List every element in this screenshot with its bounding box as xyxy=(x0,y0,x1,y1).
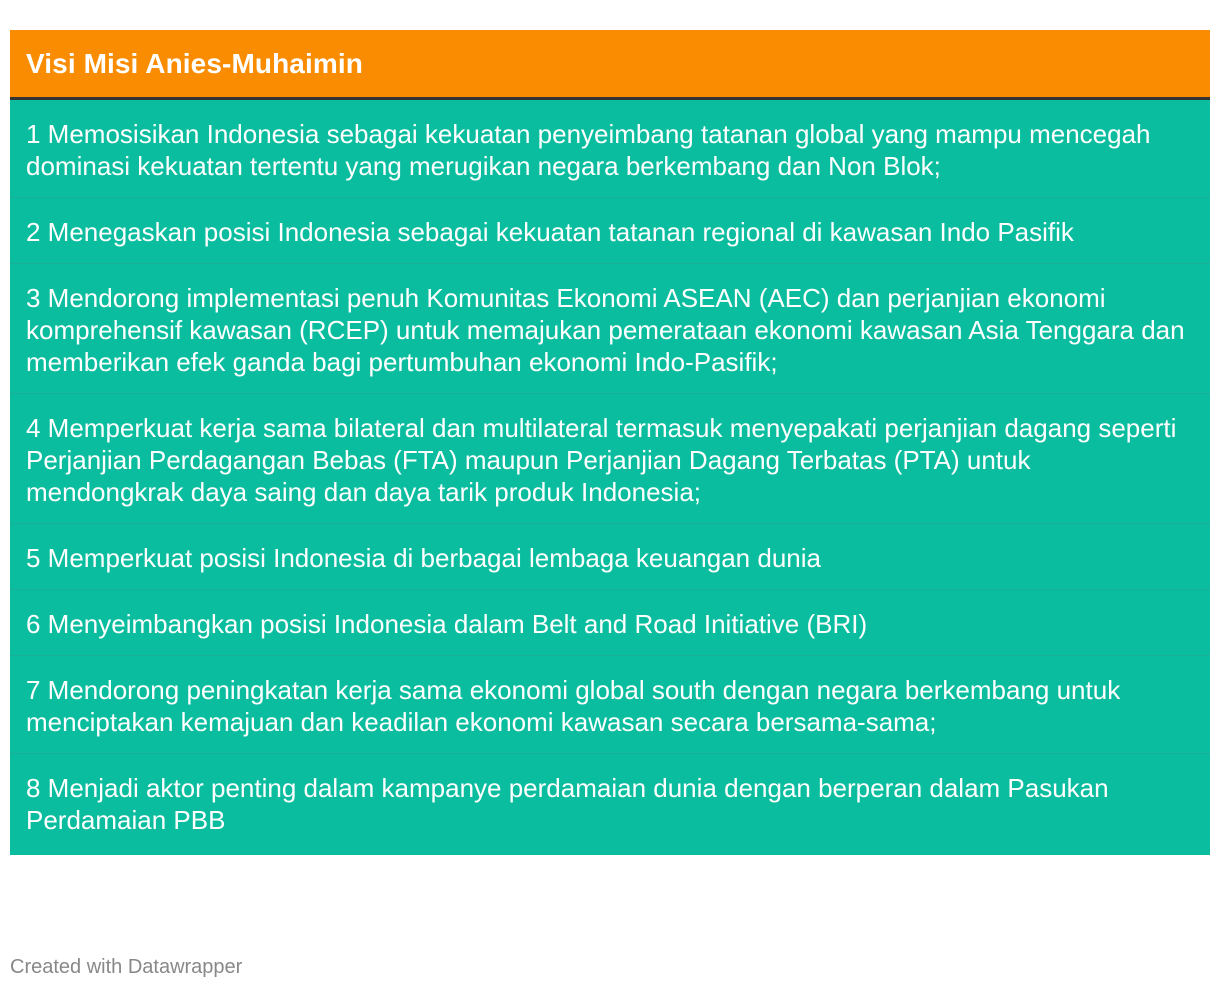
table-row: 7 Mendorong peningkatan kerja sama ekonomi global south dengan negara berkembang untuk menciptakan kemajuan dan keadilan ekonomi kawasan secara bersama-sama; xyxy=(10,656,1210,754)
table-row: 1 Memosisikan Indonesia sebagai kekuatan penyeimbang tatanan global yang mampu mencegah dominasi kekuatan tertentu yang merugikan negara berkembang dan Non Blok; xyxy=(10,100,1210,198)
datawrapper-credit[interactable]: Created with Datawrapper xyxy=(10,956,243,978)
mission-table xyxy=(10,30,1210,855)
table-row: 3 Mendorong implementasi penuh Komunitas Ekonomi ASEAN (AEC) dan perjanjian ekonomi komprehensif kawasan (RCEP) untuk memajukan pemerataan ekonomi kawasan Asia Tenggara dan memberikan efek ganda bagi pertumbuhan ekonomi Indo-Pasifik; xyxy=(10,264,1210,394)
table-header xyxy=(10,30,1210,100)
table-title: Visi Misi Anies-Muhaimin xyxy=(26,47,363,79)
table-row: 4 Memperkuat kerja sama bilateral dan multilateral termasuk menyepakati perjanjian dagang seperti Perjanjian Perdagangan Bebas (FTA) maupun Perjanjian Dagang Terbatas (PTA) untuk mendongkrak daya saing dan daya tarik produk Indonesia; xyxy=(10,394,1210,524)
table-row: 8 Menjadi aktor penting dalam kampanye perdamaian dunia dengan berperan dalam Pasukan Perdamaian PBB xyxy=(10,754,1210,855)
table-row: 6 Menyeimbangkan posisi Indonesia dalam Belt and Road Initiative (BRI) xyxy=(10,590,1210,656)
table-row: 5 Memperkuat posisi Indonesia di berbagai lembaga keuangan dunia xyxy=(10,524,1210,590)
table-row: 2 Menegaskan posisi Indonesia sebagai kekuatan tatanan regional di kawasan Indo Pasifik xyxy=(10,198,1210,264)
